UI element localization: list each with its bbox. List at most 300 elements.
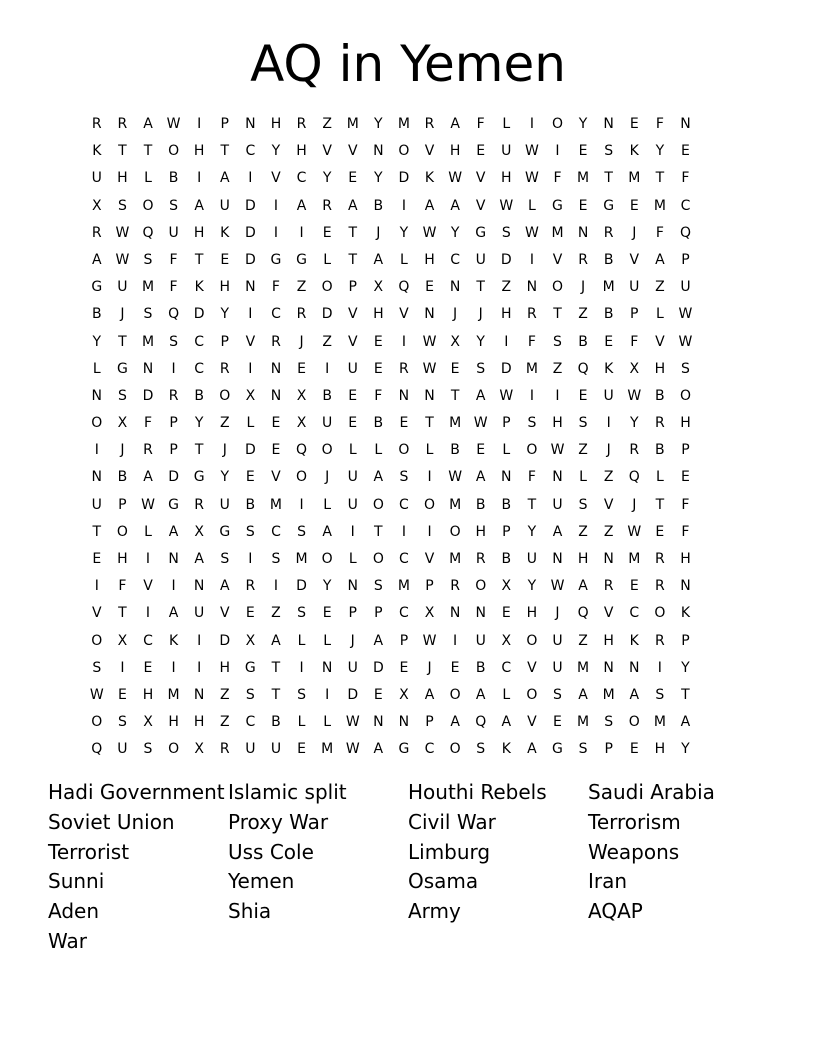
- grid-letter: I: [529, 387, 534, 404]
- grid-letter: W: [550, 442, 565, 459]
- grid-letter: S: [578, 415, 588, 432]
- word-list-item: Aden: [48, 899, 100, 924]
- grid-letter: N: [577, 224, 589, 241]
- grid-row: [84, 383, 698, 410]
- grid-letter: B: [373, 197, 384, 214]
- grid-letter: O: [372, 496, 384, 513]
- word-list-item: Civil War: [408, 809, 496, 834]
- grid-letter: I: [171, 360, 176, 377]
- grid-letter: O: [526, 632, 538, 649]
- grid-letter: Q: [628, 469, 640, 486]
- grid-letter: N: [449, 279, 461, 296]
- grid-letter: E: [450, 360, 460, 377]
- grid-letter: L: [297, 714, 306, 731]
- grid-letter: Z: [322, 333, 332, 350]
- grid-letter: W: [678, 333, 693, 350]
- grid-letter: X: [373, 279, 384, 296]
- grid-letter: R: [629, 442, 640, 459]
- grid-letter: M: [577, 714, 590, 731]
- grid-letter: Z: [271, 605, 281, 622]
- grid-letter: Y: [629, 415, 639, 432]
- grid-letter: P: [118, 496, 127, 513]
- grid-letter: X: [450, 333, 460, 350]
- grid-letter: T: [348, 224, 358, 241]
- grid-letter: N: [373, 714, 384, 731]
- grid-row: [84, 165, 698, 192]
- grid-letter: S: [476, 360, 486, 377]
- grid-letter: Y: [578, 116, 588, 132]
- grid-letter: N: [321, 659, 333, 676]
- grid-letter: U: [117, 279, 128, 296]
- grid-letter: N: [270, 387, 282, 404]
- word-list-item: Saudi Arabia: [588, 780, 715, 804]
- grid-letter: F: [681, 496, 690, 513]
- grid-letter: A: [552, 523, 563, 540]
- grid-letter: S: [169, 333, 179, 350]
- grid-letter: T: [425, 415, 434, 432]
- grid-letter: V: [527, 659, 537, 676]
- grid-letter: D: [372, 659, 384, 676]
- grid-row: [84, 628, 698, 655]
- grid-letter: Z: [219, 714, 230, 731]
- grid-letter: C: [271, 306, 281, 323]
- grid-letter: E: [476, 442, 486, 459]
- grid-letter: P: [681, 442, 690, 459]
- grid-letter: V: [475, 170, 486, 187]
- grid-letter: W: [499, 197, 514, 214]
- grid-row: [84, 736, 698, 763]
- grid-letter: A: [680, 714, 691, 731]
- grid-letter: B: [603, 306, 614, 323]
- grid-letter: N: [245, 116, 256, 132]
- grid-letter: I: [299, 496, 304, 513]
- grid-letter: J: [478, 306, 483, 323]
- grid-letter: H: [142, 686, 154, 703]
- grid-letter: Y: [220, 306, 230, 323]
- grid-letter: P: [630, 306, 639, 323]
- grid-letter: L: [502, 116, 511, 132]
- grid-letter: D: [219, 632, 231, 649]
- grid-letter: R: [475, 551, 486, 567]
- word-list-item: Houthi Rebels: [408, 780, 547, 804]
- grid-letter: N: [526, 279, 538, 296]
- grid-letter: W: [115, 224, 130, 241]
- grid-letter: E: [681, 469, 690, 486]
- grid-letter: U: [526, 551, 538, 567]
- grid-letter: R: [296, 306, 307, 323]
- grid-letter: B: [578, 333, 588, 350]
- grid-letter: B: [475, 496, 486, 513]
- grid-letter: G: [244, 659, 256, 676]
- grid-row: [84, 519, 698, 546]
- grid-letter: I: [171, 578, 176, 595]
- grid-letter: E: [578, 197, 588, 214]
- word-list-item: Uss Cole: [228, 839, 314, 864]
- grid-letter: O: [372, 551, 384, 567]
- grid-letter: W: [89, 686, 104, 703]
- grid-letter: C: [245, 714, 256, 731]
- grid-letter: I: [273, 578, 279, 595]
- grid-letter: J: [120, 442, 125, 459]
- grid-letter: S: [578, 496, 588, 513]
- grid-letter: O: [168, 741, 180, 758]
- grid-letter: V: [271, 170, 281, 187]
- grid-letter: V: [552, 251, 563, 268]
- grid-letter: M: [602, 279, 615, 296]
- grid-letter: J: [453, 306, 458, 323]
- grid-row: [84, 274, 698, 301]
- grid-letter: R: [578, 251, 588, 268]
- grid-letter: O: [449, 741, 461, 758]
- grid-letter: T: [271, 659, 281, 676]
- grid-letter: M: [628, 551, 641, 567]
- grid-letter: E: [245, 605, 255, 622]
- grid-letter: V: [629, 251, 640, 268]
- grid-letter: V: [219, 605, 230, 622]
- grid-letter: D: [168, 469, 179, 486]
- grid-letter: R: [527, 306, 537, 323]
- grid-letter: W: [422, 632, 437, 649]
- grid-letter: T: [143, 143, 153, 160]
- grid-letter: F: [271, 279, 280, 296]
- grid-letter: V: [245, 333, 256, 350]
- grid-letter: A: [527, 741, 537, 758]
- grid-letter: W: [345, 741, 360, 758]
- grid-letter: X: [399, 686, 409, 703]
- grid-letter: O: [449, 523, 461, 540]
- grid-letter: I: [273, 224, 279, 241]
- word-list-item: Terrorism: [588, 809, 681, 834]
- grid-letter: T: [118, 605, 127, 622]
- grid-letter: D: [193, 306, 205, 323]
- grid-letter: R: [219, 741, 230, 758]
- grid-letter: D: [244, 197, 256, 214]
- grid-letter: P: [169, 442, 178, 459]
- grid-letter: N: [347, 578, 358, 595]
- word-list-item: Soviet Union: [48, 809, 175, 834]
- grid-letter: J: [325, 469, 330, 486]
- grid-letter: S: [476, 741, 486, 758]
- grid-letter: D: [500, 251, 512, 268]
- grid-row: [84, 655, 698, 682]
- grid-letter: E: [322, 224, 332, 241]
- grid-letter: H: [219, 659, 231, 676]
- grid-letter: H: [168, 714, 179, 731]
- grid-letter: O: [424, 496, 436, 513]
- grid-letter: B: [271, 714, 281, 731]
- grid-letter: O: [142, 197, 154, 214]
- grid-letter: Z: [578, 523, 588, 540]
- grid-letter: E: [604, 333, 614, 350]
- grid-letter: Q: [142, 224, 154, 241]
- grid-letter: E: [629, 741, 639, 758]
- grid-letter: A: [168, 605, 179, 622]
- grid-letter: I: [504, 333, 509, 350]
- grid-row: [84, 492, 698, 519]
- grid-letter: E: [578, 387, 588, 404]
- grid-letter: L: [323, 496, 332, 513]
- grid-letter: X: [296, 387, 307, 404]
- word-list-item: Limburg: [408, 839, 491, 864]
- grid-letter: O: [398, 442, 410, 459]
- grid-letter: M: [653, 714, 666, 731]
- grid-letter: S: [553, 686, 562, 703]
- grid-letter: L: [502, 442, 511, 459]
- grid-letter: J: [427, 659, 432, 676]
- grid-letter: Z: [219, 686, 230, 703]
- grid-letter: N: [475, 605, 486, 622]
- grid-letter: L: [655, 469, 664, 486]
- grid-letter: C: [296, 170, 307, 187]
- word-list-item: Weapons: [588, 839, 680, 864]
- grid-letter: S: [655, 686, 665, 703]
- grid-letter: L: [144, 170, 152, 187]
- grid-letter: U: [270, 741, 282, 758]
- grid-row: [84, 301, 698, 328]
- grid-letter: N: [193, 578, 205, 595]
- grid-letter: H: [501, 306, 512, 323]
- grid-letter: A: [373, 741, 384, 758]
- grid-letter: F: [553, 170, 562, 187]
- grid-letter: S: [271, 551, 281, 567]
- grid-letter: H: [552, 415, 563, 432]
- grid-row: [84, 573, 698, 600]
- grid-letter: S: [117, 714, 127, 731]
- grid-letter: I: [248, 170, 253, 187]
- grid-letter: H: [475, 523, 486, 540]
- grid-letter: M: [602, 686, 615, 703]
- grid-row: [84, 709, 698, 736]
- grid-letter: M: [295, 551, 308, 567]
- grid-letter: E: [92, 551, 102, 567]
- grid-letter: P: [604, 741, 613, 758]
- grid-letter: E: [220, 251, 230, 268]
- grid-letter: V: [424, 551, 435, 567]
- grid-letter: N: [270, 360, 282, 377]
- grid-letter: K: [92, 143, 102, 160]
- grid-letter: A: [322, 523, 332, 540]
- grid-letter: H: [577, 551, 589, 567]
- grid-letter: D: [244, 251, 256, 268]
- grid-letter: U: [501, 143, 512, 160]
- grid-letter: E: [297, 741, 306, 758]
- grid-letter: M: [449, 415, 462, 432]
- grid-letter: D: [500, 360, 512, 377]
- grid-letter: E: [117, 686, 127, 703]
- grid-letter: E: [629, 197, 639, 214]
- grid-letter: N: [168, 551, 179, 567]
- grid-letter: G: [91, 279, 103, 296]
- grid-letter: S: [297, 523, 306, 540]
- grid-letter: W: [524, 143, 539, 160]
- grid-letter: R: [322, 197, 332, 214]
- grid-letter: P: [681, 632, 690, 649]
- grid-letter: J: [632, 224, 637, 241]
- grid-letter: S: [373, 578, 383, 595]
- grid-letter: A: [271, 632, 281, 649]
- grid-letter: I: [325, 360, 330, 377]
- grid-letter: T: [655, 170, 665, 187]
- grid-letter: W: [524, 224, 539, 241]
- grid-letter: U: [629, 279, 640, 296]
- grid-letter: I: [145, 551, 151, 567]
- grid-letter: A: [450, 197, 460, 214]
- grid-letter: W: [448, 170, 463, 187]
- grid-letter: C: [399, 605, 409, 622]
- grid-letter: G: [193, 469, 205, 486]
- grid-row: [84, 111, 698, 138]
- grid-letter: Y: [527, 578, 537, 595]
- grid-letter: O: [398, 143, 410, 160]
- grid-letter: I: [120, 659, 125, 676]
- grid-letter: F: [476, 116, 485, 132]
- grid-letter: C: [194, 333, 205, 350]
- grid-letter: A: [373, 469, 384, 486]
- grid-letter: C: [399, 551, 409, 567]
- grid-letter: N: [552, 551, 563, 567]
- grid-letter: R: [143, 442, 153, 459]
- grid-letter: U: [475, 251, 486, 268]
- grid-letter: M: [321, 741, 334, 758]
- grid-letter: L: [502, 686, 511, 703]
- grid-letter: L: [374, 442, 383, 459]
- grid-letter: M: [449, 496, 462, 513]
- grid-letter: I: [606, 415, 611, 432]
- grid-letter: I: [273, 197, 279, 214]
- grid-letter: Y: [374, 116, 383, 132]
- grid-letter: L: [246, 415, 255, 432]
- grid-letter: S: [604, 714, 614, 731]
- grid-row: [84, 193, 698, 220]
- grid-letter: Z: [322, 116, 332, 132]
- grid-letter: M: [577, 170, 590, 187]
- grid-letter: P: [348, 605, 357, 622]
- grid-letter: Z: [655, 279, 665, 296]
- grid-letter: R: [603, 578, 614, 595]
- grid-letter: G: [168, 496, 179, 513]
- grid-letter: M: [269, 496, 282, 513]
- grid-letter: S: [143, 251, 153, 268]
- grid-letter: K: [629, 632, 639, 649]
- grid-letter: E: [373, 686, 383, 703]
- grid-letter: C: [399, 496, 409, 513]
- grid-letter: I: [555, 387, 560, 404]
- grid-letter: D: [296, 578, 307, 595]
- grid-letter: B: [603, 251, 614, 268]
- grid-letter: N: [373, 143, 384, 160]
- grid-letter: I: [401, 197, 406, 214]
- grid-letter: S: [297, 686, 306, 703]
- grid-letter: X: [501, 578, 512, 595]
- grid-letter: I: [529, 116, 534, 132]
- grid-letter: Z: [603, 523, 614, 540]
- grid-letter: Y: [322, 170, 332, 187]
- grid-letter: V: [322, 143, 332, 160]
- grid-letter: F: [527, 333, 536, 350]
- grid-letter: H: [117, 170, 128, 187]
- grid-letter: O: [551, 279, 563, 296]
- grid-letter: C: [501, 659, 512, 676]
- grid-letter: O: [116, 523, 128, 540]
- grid-letter: Z: [578, 632, 588, 649]
- grid-letter: A: [475, 387, 486, 404]
- grid-letter: X: [245, 632, 256, 649]
- grid-letter: M: [449, 551, 462, 567]
- grid-letter: T: [194, 251, 204, 268]
- grid-letter: U: [552, 632, 563, 649]
- grid-letter: L: [92, 360, 101, 377]
- grid-letter: R: [399, 360, 409, 377]
- grid-letter: F: [118, 578, 127, 595]
- grid-letter: L: [297, 632, 306, 649]
- grid-letter: A: [424, 197, 435, 214]
- grid-letter: P: [502, 523, 511, 540]
- grid-letter: N: [193, 686, 205, 703]
- grid-letter: K: [168, 632, 179, 649]
- grid-letter: U: [347, 496, 358, 513]
- grid-letter: G: [603, 197, 615, 214]
- grid-letter: I: [299, 224, 304, 241]
- grid-letter: L: [425, 442, 434, 459]
- grid-letter: F: [681, 170, 690, 187]
- page-title: AQ in Yemen: [250, 35, 566, 93]
- grid-letter: C: [194, 360, 205, 377]
- grid-letter: H: [193, 714, 205, 731]
- word-list-item: Hadi Government: [48, 780, 225, 804]
- grid-letter: X: [117, 415, 128, 432]
- grid-letter: W: [448, 469, 463, 486]
- grid-letter: W: [499, 387, 514, 404]
- grid-letter: D: [347, 686, 359, 703]
- grid-letter: Y: [527, 523, 537, 540]
- grid-letter: V: [424, 143, 435, 160]
- grid-letter: L: [655, 306, 664, 323]
- grid-letter: H: [654, 741, 666, 758]
- grid-letter: A: [194, 197, 204, 214]
- grid-letter: N: [398, 714, 410, 731]
- grid-letter: R: [654, 551, 665, 567]
- grid-letter: J: [606, 442, 611, 459]
- grid-letter: X: [424, 605, 435, 622]
- grid-letter: K: [604, 360, 614, 377]
- grid-letter: E: [297, 360, 306, 377]
- grid-letter: N: [552, 469, 563, 486]
- grid-letter: W: [473, 415, 488, 432]
- grid-letter: E: [373, 333, 383, 350]
- grid-letter: V: [347, 306, 358, 323]
- grid-letter: B: [501, 496, 512, 513]
- grid-letter: O: [168, 143, 180, 160]
- grid-letter: S: [501, 224, 511, 241]
- grid-letter: R: [219, 360, 230, 377]
- grid-letter: W: [422, 224, 437, 241]
- grid-row: [84, 329, 698, 356]
- grid-letter: T: [194, 442, 204, 459]
- grid-letter: W: [550, 578, 565, 595]
- grid-letter: T: [527, 496, 537, 513]
- word-list-item: Islamic split: [228, 780, 347, 804]
- grid-letter: H: [373, 306, 384, 323]
- grid-letter: B: [245, 496, 256, 513]
- grid-letter: U: [91, 496, 102, 513]
- grid-row: [84, 437, 698, 464]
- grid-letter: I: [453, 632, 458, 649]
- grid-letter: M: [551, 224, 564, 241]
- grid-letter: D: [321, 306, 333, 323]
- grid-letter: W: [422, 333, 437, 350]
- grid-letter: U: [219, 197, 230, 214]
- grid-letter: A: [347, 197, 358, 214]
